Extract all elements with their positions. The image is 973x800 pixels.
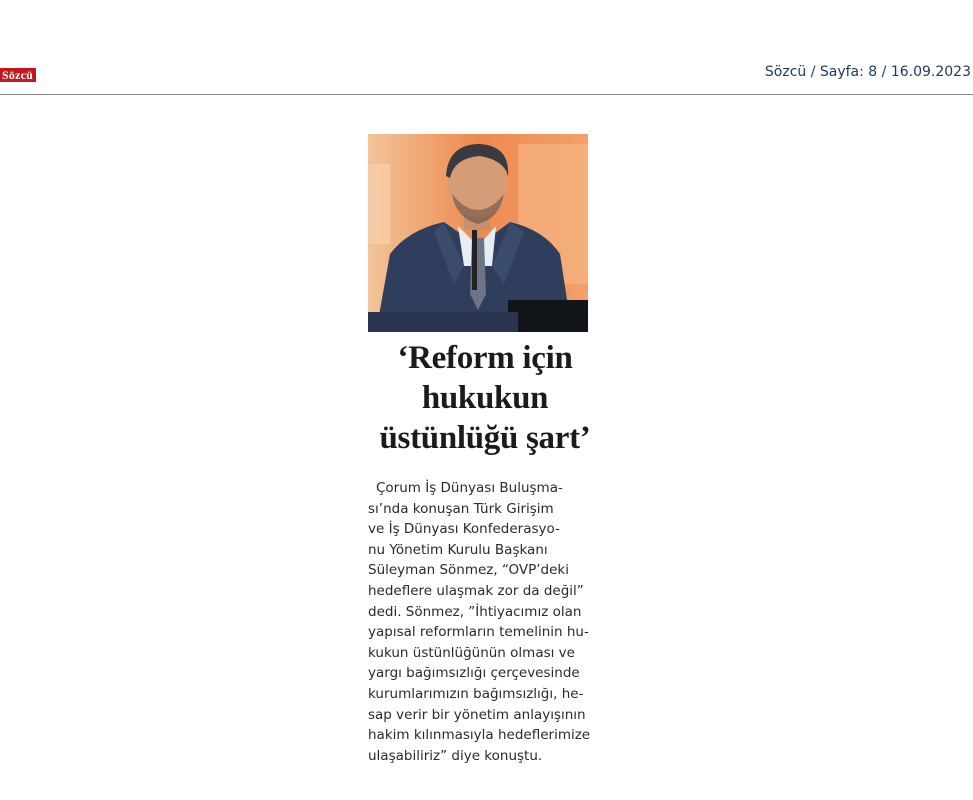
body-line: ve İş Dünyası Konfederasyo-	[368, 521, 560, 538]
body-line: sap verir bir yönetim anlayışının	[368, 706, 586, 723]
body-line: hedeflere ulaşmak zor da değil”	[368, 582, 584, 599]
body-line: Süleyman Sönmez, “OVP’deki	[368, 562, 569, 579]
body-line: sı’nda konuşan Türk Girişim	[368, 500, 554, 517]
headline-line: ‘Reform için	[397, 340, 573, 376]
body-line: dedi. Sönmez, ”İhtiyacımız olan	[368, 603, 582, 620]
body-line: nu Yönetim Kurulu Başkanı	[368, 541, 548, 558]
body-line: ulaşabiliriz” diye konuştu.	[368, 747, 543, 764]
header-divider	[0, 94, 973, 95]
headline-line: hukukun	[421, 380, 549, 416]
body-line: yargı bağımsızlığı çerçevesinde	[368, 665, 580, 682]
body-line: kurumlarımızın bağımsızlığı, he-	[368, 685, 584, 702]
body-line: hakim kılınmasıyla hedeflerimize	[368, 727, 591, 744]
body-line: yapısal reformların temelinin hu-	[368, 624, 589, 641]
clipping-header	[0, 0, 973, 95]
article-headline	[360, 338, 610, 458]
article-body	[368, 478, 610, 766]
speaker-photo	[368, 134, 588, 332]
article-clipping	[360, 128, 610, 788]
source-reference: Sözcü / Sayfa: 8 / 16.09.2023	[764, 64, 971, 80]
speaker-at-podium-photo	[368, 134, 588, 332]
body-line: Çorum İş Dünyası Buluşma-	[376, 480, 563, 496]
newspaper-logo: Sözcü	[0, 68, 36, 82]
headline-line: üstünlüğü şart’	[379, 420, 591, 456]
body-line: kukun üstünlüğünün olması ve	[368, 644, 575, 661]
